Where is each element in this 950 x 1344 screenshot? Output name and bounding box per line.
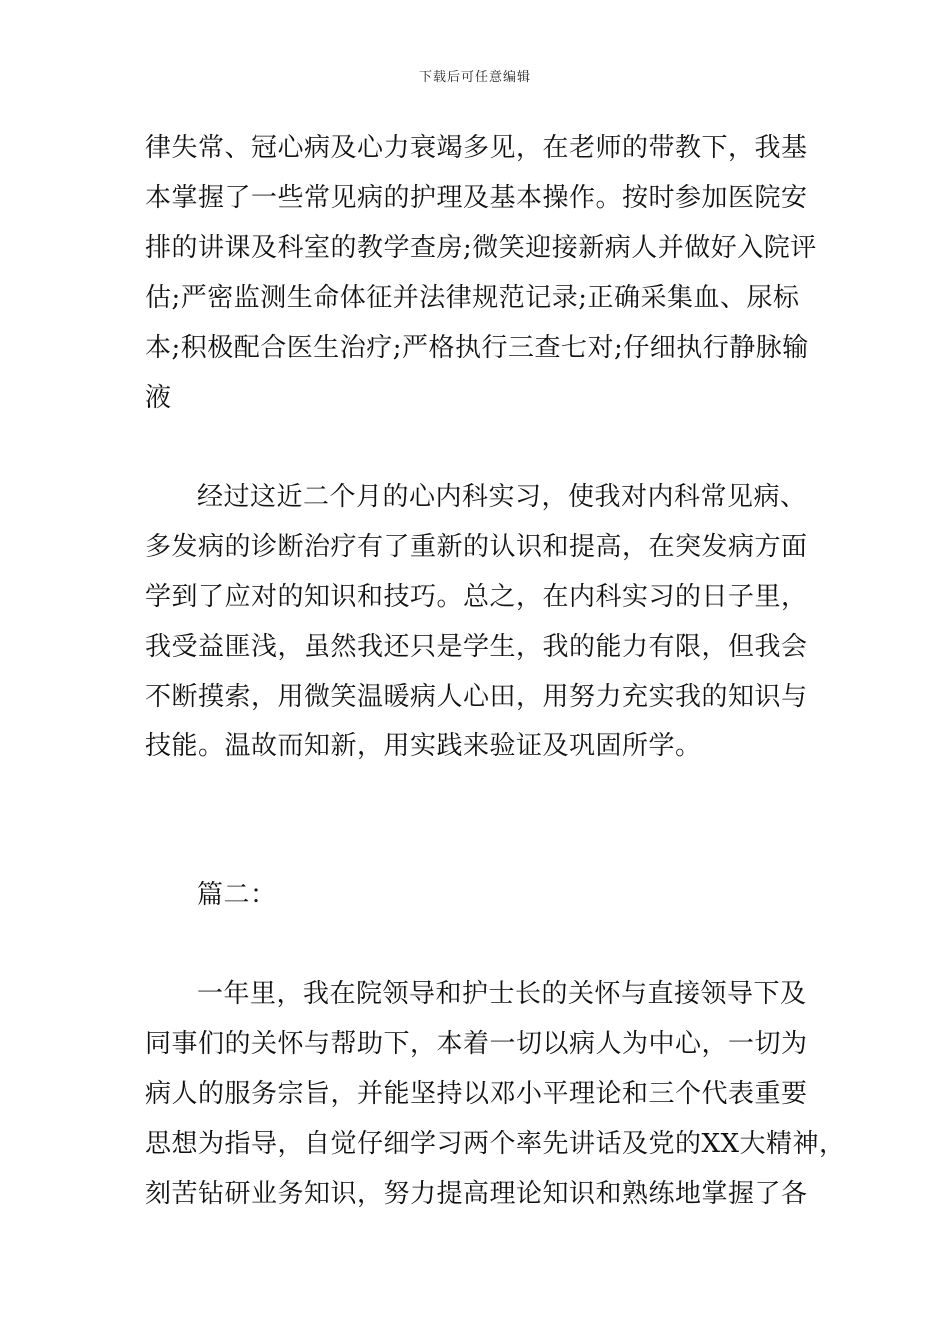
- paragraph1-line: 估;严密监测生命体征并法律规范记录;正确采集血、尿标: [145, 283, 800, 313]
- paragraph2-line: 技能。温故而知新，用实践来验证及巩固所学。: [145, 731, 702, 761]
- paragraph1-line: 本掌握了一些常见病的护理及基本操作。按时参加医院安: [145, 183, 808, 213]
- paragraph3-line: 病人的服务宗旨，并能坚持以邓小平理论和三个代表重要: [145, 1079, 808, 1109]
- paragraph2-line: 多发病的诊断治疗有了重新的认识和提高，在突发病方面: [145, 532, 808, 562]
- paragraph2-line: 我受益匪浅，虽然我还只是学生，我的能力有限，但我会: [145, 632, 808, 662]
- paragraph1-line: 律失常、冠心病及心力衰竭多见，在老师的带教下，我基: [145, 133, 808, 163]
- paragraph2-line: 学到了应对的知识和技巧。总之，在内科实习的日子里，: [145, 582, 808, 612]
- paragraph3-line: 同事们的关怀与帮助下，本着一切以病人为中心，一切为: [145, 1029, 808, 1059]
- header-note: 下载后可任意编辑: [418, 70, 531, 85]
- paragraph3-line: 一年里，我在院领导和护士长的关怀与直接领导下及: [197, 979, 807, 1009]
- paragraph1-line: 本;积极配合医生治疗;严格执行三查七对;仔细执行静脉输: [145, 333, 809, 363]
- paragraph3-line: 刻苦钻研业务知识，努力提高理论知识和熟练地掌握了各: [145, 1179, 808, 1209]
- section-heading: 篇二：: [197, 880, 277, 910]
- paragraph1-line: 排的讲课及科室的教学查房;微笑迎接新病人并做好入院评: [145, 233, 817, 263]
- paragraph1-line: 液: [145, 383, 172, 413]
- paragraph3-line: 思想为指导，自觉仔细学习两个率先讲话及党的XX大精神，: [145, 1129, 846, 1159]
- paragraph2-line: 经过这近二个月的心内科实习，使我对内科常见病、: [197, 482, 807, 512]
- paragraph2-line: 不断摸索，用微笑温暖病人心田，用努力充实我的知识与: [145, 682, 808, 712]
